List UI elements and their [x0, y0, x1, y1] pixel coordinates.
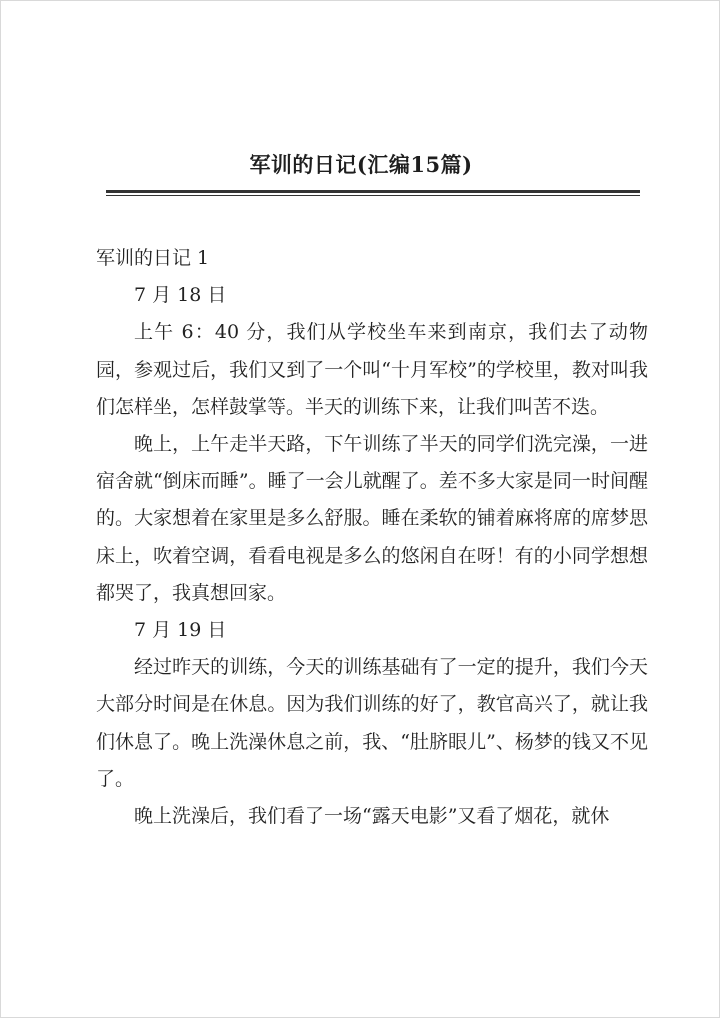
body-paragraph: 经过昨天的训练，今天的训练基础有了一定的提升，我们今天大部分时间是在休息。因为我们训练的好了，教官高兴了，就让我们休息了。晚上洗澡休息之前，我、“肚脐眼儿”、杨梦的钱又不见了。 [96, 656, 648, 790]
body-paragraph: 晚上洗澡后，我们看了一场“露天电影”又看了烟花，就休 [134, 805, 610, 828]
title-divider-thick [106, 190, 640, 193]
title-divider-thin [106, 195, 640, 196]
section-heading: 军训的日记 1 [96, 247, 210, 269]
document-title: 军训的日记(汇编15篇) [249, 152, 473, 177]
body-paragraph: 上午 6：40 分，我们从学校坐车来到南京，我们去了动物园，参观过后，我们又到了一个叫“十月军校”的学校里，教对叫我们怎样坐，怎样鼓掌等。半天的训练下来，让我们叫苦不迭。 [96, 321, 648, 418]
date-line: 7 月 18 日 [134, 284, 227, 307]
body-paragraph: 晚上，上午走半天路，下午训练了半天的同学们洗完澡，一进宿舍就“倒床而睡”。睡了一会儿就醒了。差不多大家是同一时间醒的。大家想着在家里是多么舒服。睡在柔软的铺着麻将席的席梦思床上，吹着空调，看看电视是多么的悠闲自在呀！有的小同学想想都哭了，我真想回家。 [96, 433, 648, 604]
date-line: 7 月 19 日 [134, 619, 227, 642]
document-body [96, 240, 648, 835]
